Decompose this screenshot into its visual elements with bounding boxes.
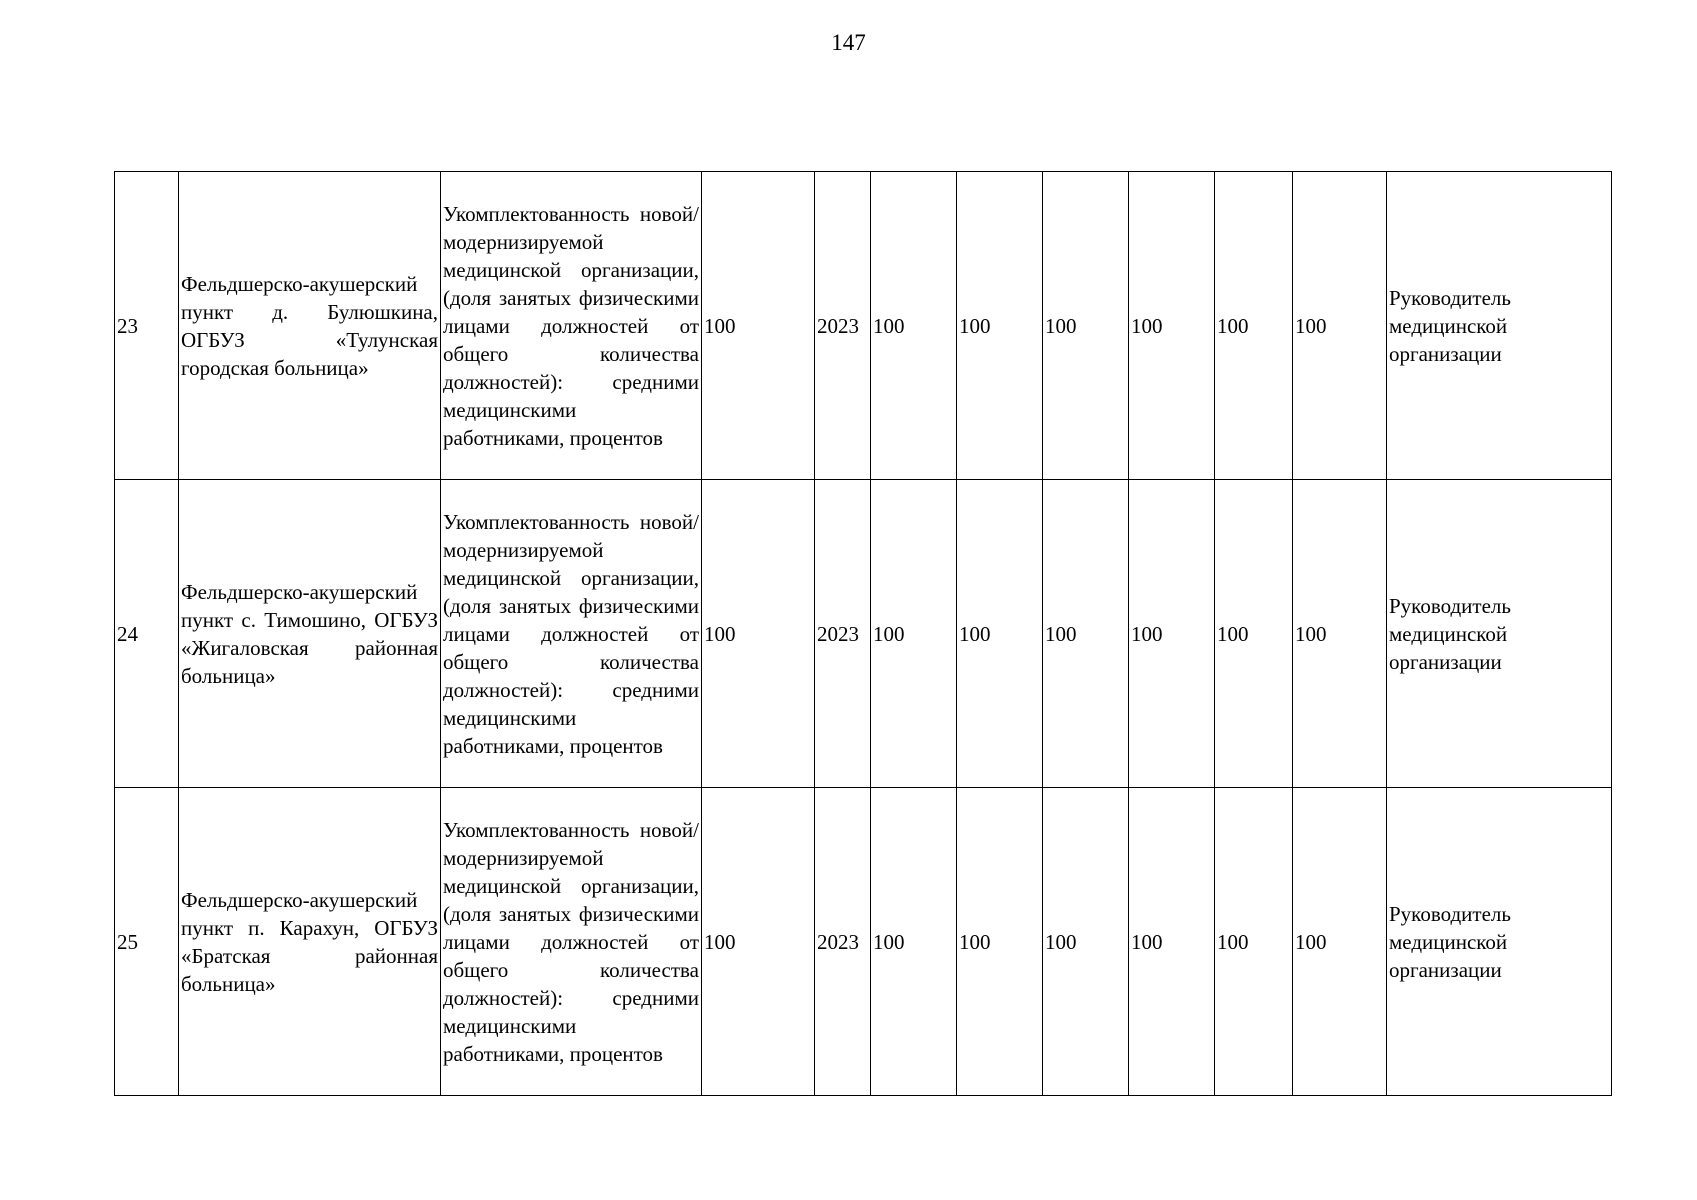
facility-name: Фельдшерско-акушерский пункт п. Карахун, ОГБУЗ «Братская районная больница» bbox=[179, 788, 441, 1096]
year-value: 100 bbox=[1129, 788, 1215, 1096]
table-row bbox=[115, 172, 1612, 480]
year-value: 100 bbox=[1129, 172, 1215, 480]
responsible-person: Руководитель медицинской организации bbox=[1387, 480, 1612, 788]
year-value: 100 bbox=[1043, 788, 1129, 1096]
year-value: 100 bbox=[1215, 480, 1293, 788]
year-value: 100 bbox=[1215, 788, 1293, 1096]
year-value: 100 bbox=[1215, 172, 1293, 480]
row-number: 24 bbox=[115, 480, 179, 788]
responsible-person: Руководитель медицинской организации bbox=[1387, 788, 1612, 1096]
year-value: 100 bbox=[871, 480, 957, 788]
base-year: 2023 bbox=[815, 788, 871, 1096]
facility-name: Фельдшерско-акушерский пункт с. Тимошино, ОГБУЗ «Жигаловская районная больница» bbox=[179, 480, 441, 788]
year-value: 100 bbox=[1293, 480, 1387, 788]
base-year: 2023 bbox=[815, 172, 871, 480]
indicator-name: Укомплектованность новой/модернизируемой медицинской организации, (доля занятых физическими лицами должностей от общего количества должностей): средними медицинскими работниками, процентов bbox=[441, 788, 702, 1096]
year-value: 100 bbox=[871, 172, 957, 480]
row-number: 25 bbox=[115, 788, 179, 1096]
responsible-person: Руководитель медицинской организации bbox=[1387, 172, 1612, 480]
year-value: 100 bbox=[1043, 172, 1129, 480]
year-value: 100 bbox=[1043, 480, 1129, 788]
base-value: 100 bbox=[702, 172, 815, 480]
year-value: 100 bbox=[957, 172, 1043, 480]
indicators-table bbox=[114, 171, 1612, 1096]
row-number: 23 bbox=[115, 172, 179, 480]
facility-name: Фельдшерско-акушерский пункт д. Булюшкина, ОГБУЗ «Тулунская городская больница» bbox=[179, 172, 441, 480]
year-value: 100 bbox=[871, 788, 957, 1096]
base-year: 2023 bbox=[815, 480, 871, 788]
year-value: 100 bbox=[957, 788, 1043, 1096]
page-number: 147 bbox=[831, 30, 866, 55]
indicator-name: Укомплектованность новой/модернизируемой медицинской организации, (доля занятых физическими лицами должностей от общего количества должностей): средними медицинскими работниками, процентов bbox=[441, 480, 702, 788]
table-row bbox=[115, 480, 1612, 788]
year-value: 100 bbox=[1129, 480, 1215, 788]
base-value: 100 bbox=[702, 788, 815, 1096]
indicator-name: Укомплектованность новой/модернизируемой медицинской организации, (доля занятых физическими лицами должностей от общего количества должностей): средними медицинскими работниками, процентов bbox=[441, 172, 702, 480]
year-value: 100 bbox=[1293, 172, 1387, 480]
table-row bbox=[115, 788, 1612, 1096]
year-value: 100 bbox=[1293, 788, 1387, 1096]
year-value: 100 bbox=[957, 480, 1043, 788]
base-value: 100 bbox=[702, 480, 815, 788]
